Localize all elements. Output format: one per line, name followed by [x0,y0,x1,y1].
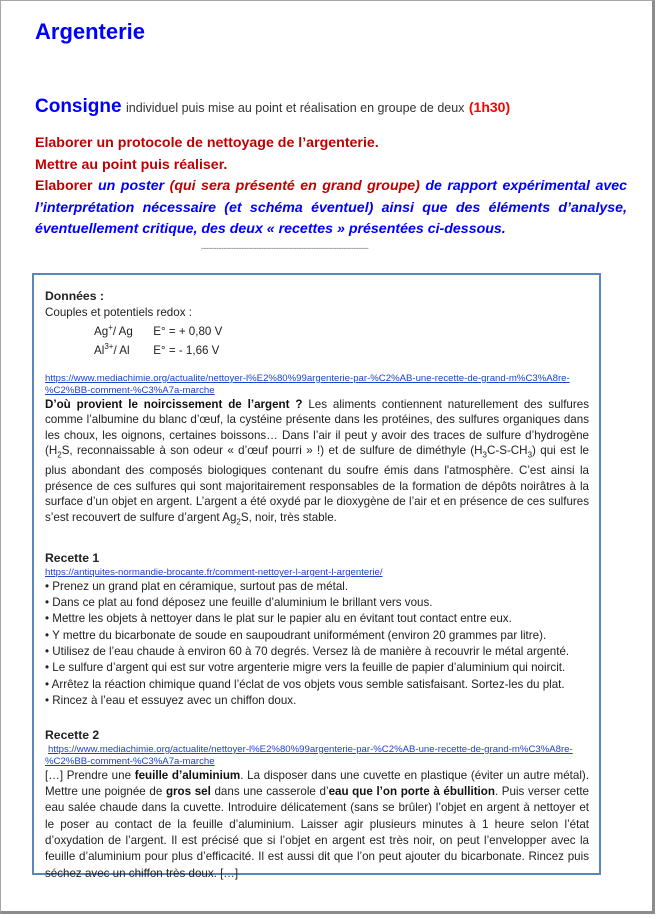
source-link-mediachimie[interactable]: https://www.mediachimie.org/actualite/nettoyer-l%E2%80%99argenterie-par-%C2%AB-une-recette-de-grand-m%C3%A8re- %C2%BB-comment-%C3%A7a-marche [45,372,570,396]
list-item: • Dans ce plat au fond déposez une feuille d’aluminium le brillant vers vous. [45,595,589,611]
consigne-line [35,96,510,118]
list-item: • Prenez un grand plat en céramique, surtout pas de métal. [45,579,589,595]
recette1-heading: Recette 1 [45,551,100,566]
recette1-link[interactable]: https://antiquites-normandie-brocante.fr/comment-nettoyer-l-argent-l-argenterie/ [45,566,383,578]
list-item: • Y mettre du bicarbonate de soude en saupoudrant uniformément (environ 20 grammes par litre). [45,628,589,644]
recette2-link[interactable]: https://www.mediachimie.org/actualite/nettoyer-l%E2%80%99argenterie-par-%C2%AB-une-recette-de-grand-m%C3%A8re- %C2%BB-comment-%C3%A7a-marche [45,743,573,767]
consigne-duration: (1h30) [468,99,511,115]
instruction-report-details: de rapport expérimental avec l’interprétation nécessaire (et schéma éventuel) ainsi que des éléments d’analyse, éventuellement critique, des deux « recettes » présentées ci-dessous. [35,178,627,237]
noircissement-paragraph: D’où provient le noircissement de l’argent ? Les aliments contiennent naturellement des sulfures comme l’albumine du blanc d’œuf, la cystéine présente dans les protéines, des sulfures organiques dans les choux, les oignons, certaines boissons… Dans l’air il peut y avoir des traces de sulfure d’hydrogène ($H_2S$, reconnaissable à son odeur « d’œuf pourri » !) et de sulfure de diméthyle $(H_3C-S-CH_3)$ qui est le plus abondant des composés biologiques contenant du soufre émis dans l'atmosphère. C’est ainsi la présence de ces sulfures qui sont majoritairement responsables de la formation de dépôts noirâtres à la surface d’un objet en argent. L’argent a été oxydé par le dioxygène de l’air et en présence de ces sulfures s’est recouvert de sulfure d’argent $Ag_2S$, noir, très stable. [45,397,589,526]
data-box [32,273,601,880]
noircissement-question: D’où provient le noircissement de l’argent ? [45,397,303,411]
consigne-heading: Consigne [35,96,122,117]
list-item: • Le sulfure d’argent qui est sur votre argenterie migre vers la feuille de papier d’aluminium qui noircit. [45,660,589,676]
redox-potential: E° = - 1,66 V [153,344,220,358]
recette2-heading: Recette 2 [45,728,100,743]
divider-line: ------------------------------------------------------------------- [201,243,369,253]
document-title: Argenterie [35,19,146,44]
donnees-heading: Données : [45,289,104,303]
redox-row [45,339,589,358]
instructions [35,133,627,241]
instruction-group-note: (qui sera présenté en grand groupe) [169,178,420,194]
redox-couple: Ag+/ Ag [94,323,133,338]
list-item: • Arrêtez la réaction chimique quand l’éclat de vos objets vous semble satisfaisant. Sortez-les du plat. [45,677,589,693]
instruction-line-3 [35,176,627,241]
instruction-verb: Elaborer [35,178,93,194]
redox-subheading: Couples et potentiels redox : [45,305,192,319]
instruction-line-1: Elaborer un protocole de nettoyage de l’argenterie. [35,135,379,151]
list-item: • Rincez à l’eau et essuyez avec un chiffon doux. [45,693,589,709]
redox-potential: E° = + 0,80 V [153,324,223,338]
instruction-poster: un poster [98,178,165,194]
consigne-text: individuel puis mise au point et réalisation en groupe de deux [126,101,465,115]
recette1-steps [45,579,589,709]
recette2-paragraph: […] Prendre une feuille d’aluminium. La disposer dans une cuvette en plastique (éviter un autre métal). Mettre une poignée de gros sel dans une casserole d’eau que l’on porte à ébullition. Puis verser cette eau salée chaude dans la cuvette. Introduire délicatement (sans se brûler) l’objet en argent à nettoyer et le poser au contact de la feuille d’aluminium. Laisser agir plusieurs minutes à 1 heure selon l’état d’oxydation de l’argent. Il est précisé que si l’objet en argent est très noir, on peut l’envelopper avec la feuille d’aluminium pour plus d’efficacité. Il est aussi dit que l’on peut ajouter du bicarbonate. Rincez puis séchez avec un chiffon très doux. […] [45,768,589,880]
list-item: • Utilisez de l’eau chaude à environ 60 à 70 degrés. Versez là de manière à recouvrir le métal argenté. [45,644,589,660]
redox-couple: $Al^{3+}/$ Al [94,342,130,358]
redox-row [45,320,589,339]
instruction-line-2: Mettre au point puis réaliser. [35,156,228,173]
list-item: • Mettre les objets à nettoyer dans le plat sur le papier alu en évitant tout contact entre eux. [45,611,589,627]
